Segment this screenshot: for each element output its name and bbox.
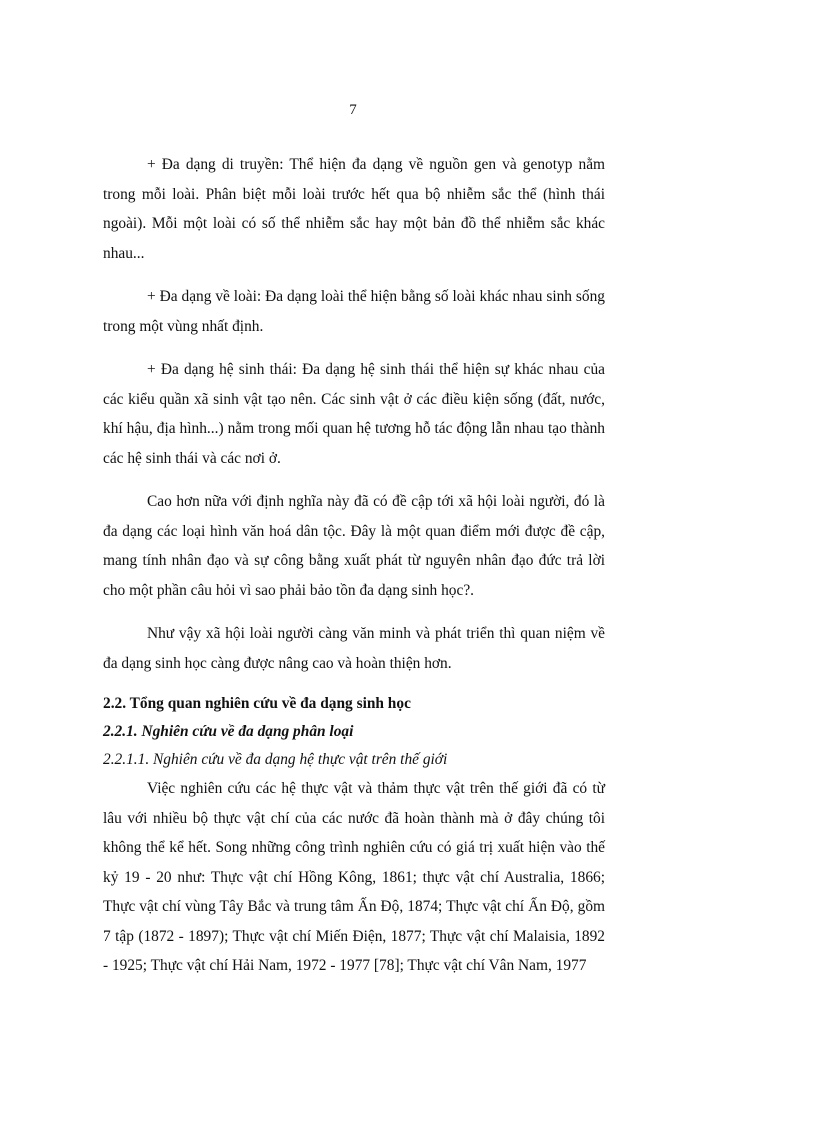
page-number: 7: [349, 102, 357, 118]
paragraph-world-flora-research: Việc nghiên cứu các hệ thực vật và thảm thực vật trên thế giới đã có từ lâu với nhiều bộ thực vật chí của các nước đã hoàn thành mà ở đây chúng tôi không thể kể hết. Song những công trình nghiên cứu có giá trị xuất hiện vào thế kỷ 19 - 20 như: Thực vật chí Hồng Kông, 1861; thực vật chí Australia, 1866; Thực vật chí vùng Tây Bắc và trung tâm Ấn Độ, 1874; Thực vật chí Ấn Độ, gồm 7 tập (1872 - 1897); Thực vật chí Miến Điện, 1877; Thực vật chí Malaisia, 1892 - 1925; Thực vật chí Hải Nam, 1972 - 1977 [78]; Thực vật chí Vân Nam, 1977: [103, 780, 605, 974]
paragraph-conclusion: Như vậy xã hội loài người càng văn minh và phát triển thì quan niệm về đa dạng sinh học càng được nâng cao và hoàn thiện hơn.: [103, 625, 605, 672]
paragraph-species-diversity: + Đa dạng về loài: Đa dạng loài thể hiện bằng số loài khác nhau sinh sống trong một vùng nhất định.: [103, 288, 605, 335]
subsection-heading-2-2-1: 2.2.1. Nghiên cứu về đa dạng phân loại: [103, 723, 354, 740]
subsubsection-heading-2-2-1-1: 2.2.1.1. Nghiên cứu về đa dạng hệ thực vật trên thế giới: [103, 751, 448, 768]
section-heading-2-2: 2.2. Tổng quan nghiên cứu về đa dạng sinh học: [103, 695, 411, 712]
paragraph-genetic-diversity: + Đa dạng di truyền: Thể hiện đa dạng về nguồn gen và genotyp nằm trong mỗi loài. Phân biệt mỗi loài trước hết qua bộ nhiễm sắc thể (hình thái ngoài). Mỗi một loài có số thể nhiễm sắc hay một bản đồ thể nhiễm sắc khác nhau...: [103, 156, 605, 262]
paragraph-cultural-diversity: Cao hơn nữa với định nghĩa này đã có đề cập tới xã hội loài người, đó là đa dạng các loại hình văn hoá dân tộc. Đây là một quan điểm mới được đề cập, mang tính nhân đạo và sự công bằng xuất phát từ nguyên nhân đạo đức trả lời cho một phần câu hỏi vì sao phải bảo tồn đa dạng sinh học?.: [103, 493, 605, 599]
paragraph-ecosystem-diversity: + Đa dạng hệ sinh thái: Đa dạng hệ sinh thái thể hiện sự khác nhau của các kiểu quần xã sinh vật tạo nên. Các sinh vật ở các điều kiện sống (đất, nước, khí hậu, địa hình...) nằm trong mối quan hệ tương hỗ tác động lẫn nhau tạo thành các hệ sinh thái và các nơi ở.: [103, 361, 605, 467]
document-body: [103, 150, 605, 981]
